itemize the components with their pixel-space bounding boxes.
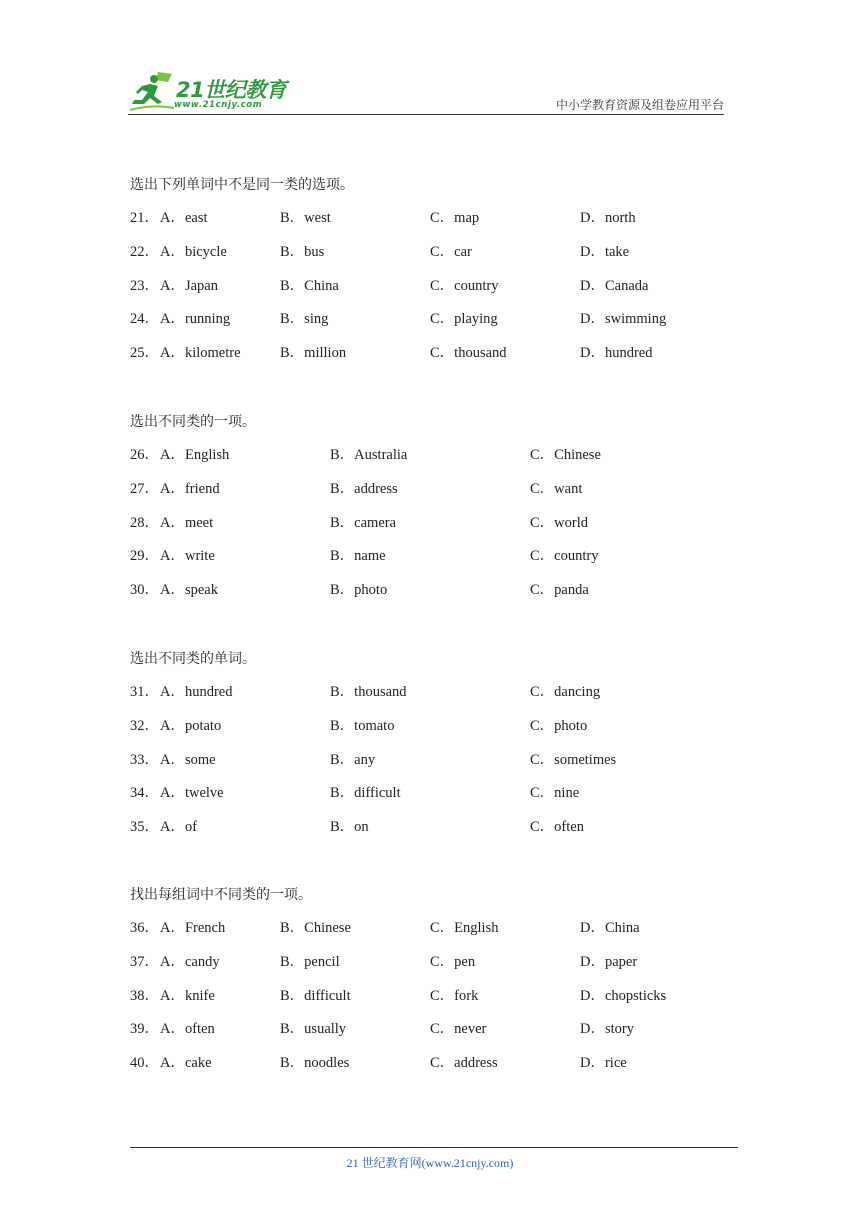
answer-option[interactable]: A．some xyxy=(160,751,216,768)
section-instruction: 找出每组词中不同类的一项。 xyxy=(130,887,312,903)
answer-option[interactable]: B．usually xyxy=(280,1021,347,1038)
answer-option[interactable]: D．hundred xyxy=(580,345,653,362)
question-row xyxy=(130,343,730,377)
question-number: 32． xyxy=(130,717,159,734)
question-row xyxy=(130,716,730,750)
answer-option[interactable]: A．bicycle xyxy=(160,243,227,260)
question-row xyxy=(130,546,730,580)
answer-option[interactable]: A．often xyxy=(160,1021,215,1038)
answer-option[interactable]: B．million xyxy=(280,345,347,362)
question-row xyxy=(130,682,730,716)
answer-option[interactable]: A．friend xyxy=(160,480,220,497)
exercise-section xyxy=(130,174,730,377)
question-number: 23． xyxy=(130,277,159,294)
answer-option[interactable]: A．of xyxy=(160,819,198,836)
question-row xyxy=(130,952,730,986)
footer-divider xyxy=(130,1147,738,1148)
question-row xyxy=(130,986,730,1020)
question-number: 36． xyxy=(130,920,159,936)
answer-option[interactable]: A．speak xyxy=(160,582,218,599)
answer-option[interactable]: B．address xyxy=(330,480,398,497)
answer-option[interactable]: C．address xyxy=(430,1055,498,1072)
answer-option[interactable]: A．twelve xyxy=(160,785,224,802)
answer-option[interactable]: C．fork xyxy=(430,987,479,1004)
question-row xyxy=(130,445,730,479)
answer-option[interactable]: C．Chinese xyxy=(530,447,601,463)
question-number: 25． xyxy=(130,345,159,362)
answer-option[interactable]: A．east xyxy=(160,210,208,226)
answer-option[interactable]: C．often xyxy=(530,819,584,836)
section-instruction: 选出下列单词中不是同一类的选项。 xyxy=(130,177,354,193)
answer-option[interactable]: B．photo xyxy=(330,582,388,599)
answer-option[interactable]: C．world xyxy=(530,514,588,531)
answer-option[interactable]: C．never xyxy=(430,1021,487,1038)
question-number: 22． xyxy=(130,243,159,260)
question-number: 31． xyxy=(130,684,159,700)
question-row xyxy=(130,817,730,851)
answer-option[interactable]: A．cake xyxy=(160,1055,212,1072)
answer-option[interactable]: C．pen xyxy=(430,953,476,970)
question-number: 28． xyxy=(130,514,159,531)
question-row xyxy=(130,918,730,952)
answer-option[interactable]: C．playing xyxy=(430,311,498,328)
question-row xyxy=(130,208,730,242)
answer-option[interactable]: B．difficult xyxy=(330,785,401,802)
page-footer: 21 世纪教育网(www.21cnjy.com) xyxy=(346,1156,514,1170)
question-number: 24． xyxy=(130,311,159,328)
answer-option[interactable]: C．nine xyxy=(530,785,580,802)
answer-option[interactable]: B．tomato xyxy=(330,717,395,734)
section-instruction: 选出不同类的一项。 xyxy=(130,414,256,430)
answer-option[interactable]: C．want xyxy=(530,480,583,497)
exercise-section xyxy=(130,884,730,1087)
logo xyxy=(128,70,298,114)
answer-option[interactable]: D．paper xyxy=(580,953,638,970)
answer-option[interactable]: A．write xyxy=(160,548,215,565)
question-row xyxy=(130,479,730,513)
answer-option[interactable]: B．camera xyxy=(330,514,397,531)
answer-option[interactable]: C．English xyxy=(430,920,499,936)
question-row xyxy=(130,580,730,614)
answer-option[interactable]: B．on xyxy=(330,819,369,836)
question-row xyxy=(130,276,730,310)
question-number: 34． xyxy=(130,785,159,802)
answer-option[interactable]: A．Japan xyxy=(160,277,218,294)
question-number: 33． xyxy=(130,751,159,768)
answer-option[interactable]: C．map xyxy=(430,210,480,226)
answer-option[interactable]: B．west xyxy=(280,210,331,226)
answer-option[interactable]: C．sometimes xyxy=(530,751,617,768)
answer-option[interactable]: A．kilometre xyxy=(160,345,241,362)
answer-option[interactable]: D．China xyxy=(580,920,640,936)
question-number: 21． xyxy=(130,210,159,226)
question-number: 29． xyxy=(130,548,159,565)
answer-option[interactable]: D．Canada xyxy=(580,277,649,294)
answer-option[interactable]: A．potato xyxy=(160,717,222,734)
question-row xyxy=(130,513,730,547)
answer-option[interactable]: C．country xyxy=(430,277,499,294)
question-row xyxy=(130,783,730,817)
answer-option[interactable]: B．bus xyxy=(280,243,325,260)
question-number: 38． xyxy=(130,987,159,1004)
logo-url: www.21cnjy.com xyxy=(174,100,263,110)
answer-option[interactable]: B．name xyxy=(330,548,386,565)
question-number: 39． xyxy=(130,1021,159,1038)
exercise-section xyxy=(130,648,730,851)
answer-option[interactable]: D．swimming xyxy=(580,311,667,328)
answer-option[interactable]: D．take xyxy=(580,243,630,260)
question-number: 37． xyxy=(130,953,159,970)
question-number: 35． xyxy=(130,819,159,836)
answer-option[interactable]: D．north xyxy=(580,210,636,226)
answer-option[interactable]: C．car xyxy=(430,243,472,260)
section-instruction: 选出不同类的单词。 xyxy=(130,651,256,667)
question-number: 27． xyxy=(130,480,159,497)
answer-option[interactable]: C．country xyxy=(530,548,599,565)
answer-option[interactable]: A．candy xyxy=(160,953,220,970)
answer-option[interactable]: A．hundred xyxy=(160,684,233,700)
question-row xyxy=(130,242,730,276)
answer-option[interactable]: C．panda xyxy=(530,582,589,599)
answer-option[interactable]: C．photo xyxy=(530,717,588,734)
logo-text: 21世纪教育 xyxy=(176,78,287,102)
question-row xyxy=(130,309,730,343)
answer-option[interactable]: D．story xyxy=(580,1021,634,1038)
answer-option[interactable]: A．running xyxy=(160,311,231,328)
answer-option[interactable]: B．any xyxy=(330,751,376,768)
answer-option[interactable]: B．noodles xyxy=(280,1055,350,1072)
answer-option[interactable]: B．China xyxy=(280,277,339,294)
question-row xyxy=(130,1053,730,1087)
answer-option[interactable]: B．Australia xyxy=(330,447,408,463)
answer-option[interactable]: B．sing xyxy=(280,311,329,328)
answer-option[interactable]: C．dancing xyxy=(530,684,601,700)
answer-option[interactable]: B．thousand xyxy=(330,684,407,700)
question-row xyxy=(130,1019,730,1053)
answer-option[interactable]: A．French xyxy=(160,920,226,936)
answer-option[interactable]: B．Chinese xyxy=(280,920,351,936)
answer-option[interactable]: A．meet xyxy=(160,514,214,531)
runner-logo-icon xyxy=(128,70,176,114)
answer-option[interactable]: B．difficult xyxy=(280,987,351,1004)
answer-option[interactable]: D．chopsticks xyxy=(580,987,667,1004)
answer-option[interactable]: D．rice xyxy=(580,1055,627,1072)
question-row xyxy=(130,750,730,784)
question-number: 40． xyxy=(130,1055,159,1072)
platform-title: 中小学教育资源及组卷应用平台 xyxy=(555,98,724,112)
answer-option[interactable]: B．pencil xyxy=(280,953,340,970)
answer-option[interactable]: A．knife xyxy=(160,987,215,1004)
page-header xyxy=(128,66,724,115)
answer-option[interactable]: A．English xyxy=(160,447,230,463)
question-number: 30． xyxy=(130,582,159,599)
question-number: 26． xyxy=(130,447,159,463)
exercise-section xyxy=(130,411,730,614)
answer-option[interactable]: C．thousand xyxy=(430,345,507,362)
